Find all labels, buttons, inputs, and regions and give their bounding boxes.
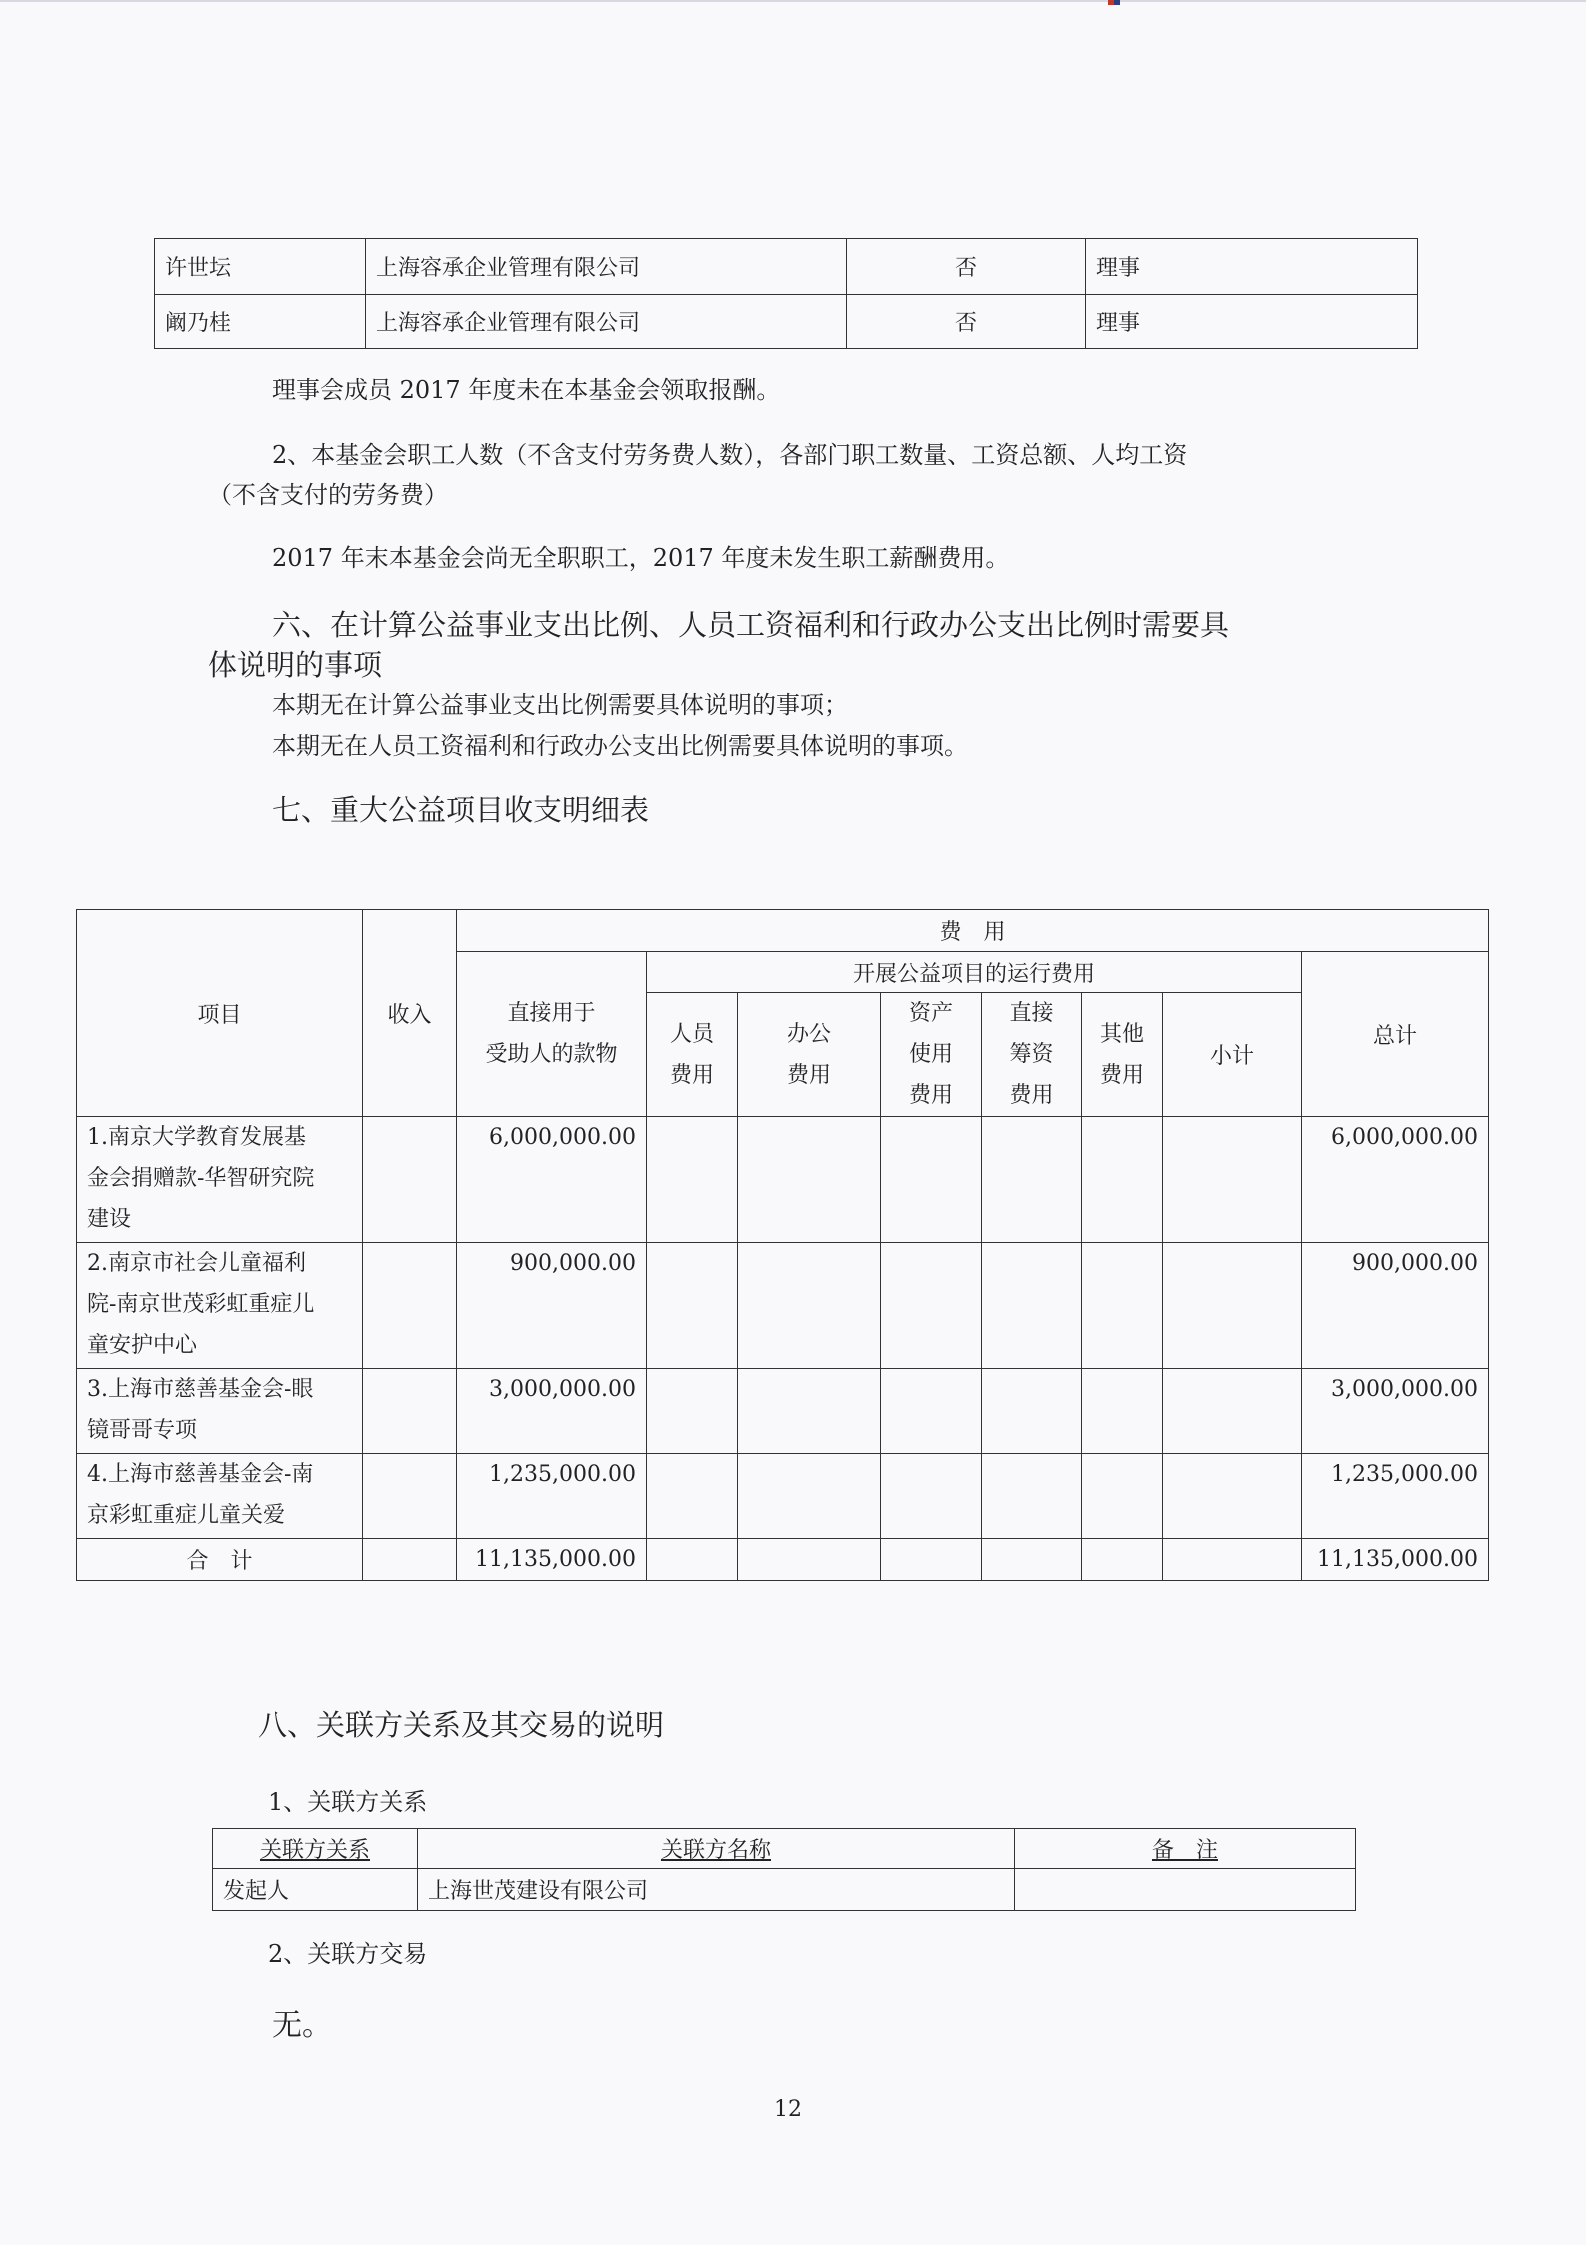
empty-cell: [1163, 1369, 1302, 1454]
table-row: [155, 239, 1418, 295]
paragraph: 本期无在人员工资福利和行政办公支出比例需要具体说明的事项。: [272, 732, 968, 760]
empty-cell: [1163, 1117, 1302, 1243]
scan-color-mark: [1114, 0, 1120, 5]
project-name-line: 金会捐赠款-华智研究院: [87, 1166, 315, 1191]
income-cell: [363, 1243, 457, 1369]
empty-cell: [647, 1454, 738, 1539]
header-line: 资产: [908, 1001, 953, 1026]
empty-cell: [1082, 1454, 1163, 1539]
member-role: 理事: [1086, 295, 1418, 349]
empty-cell: [1082, 1369, 1163, 1454]
project-name-line: 童安护中心: [87, 1333, 198, 1358]
header-relation-text: 关联方关系: [259, 1838, 370, 1863]
empty-cell: [647, 1243, 738, 1369]
project-name-line: 京彩虹重症儿童关爱: [87, 1503, 286, 1528]
project-name-line: 1.南京大学教育发展基: [87, 1125, 306, 1150]
project-name-line: 镜哥哥专项: [87, 1418, 198, 1443]
empty-cell: [982, 1243, 1082, 1369]
empty-cell: [647, 1117, 738, 1243]
empty-cell: [738, 1243, 881, 1369]
total-amount: 3,000,000.00: [1302, 1369, 1489, 1454]
header-line: 其他: [1099, 1021, 1144, 1047]
paragraph: 2017 年末本基金会尚无全职职工，2017 年度未发生职工薪酬费用。: [272, 544, 1010, 572]
header-party-name-text: 关联方名称: [660, 1838, 771, 1863]
direct-amount: 900,000.00: [457, 1243, 647, 1369]
empty-cell: [1163, 1454, 1302, 1539]
income-cell: [363, 1454, 457, 1539]
empty-cell: [647, 1539, 738, 1581]
subsection-heading: 2、关联方交易: [268, 1940, 428, 1968]
relation-cell: 发起人: [213, 1869, 418, 1911]
empty-cell: [1163, 1539, 1302, 1581]
header-party-name: [418, 1829, 1015, 1869]
paragraph: （不含支付的劳务费）: [208, 481, 448, 509]
header-expense: 费 用: [457, 910, 1489, 952]
related-party-table: [212, 1828, 1356, 1911]
direct-amount: 6,000,000.00: [457, 1117, 647, 1243]
header-staff: [647, 993, 738, 1117]
section-heading: 体说明的事项: [208, 648, 383, 682]
empty-cell: [881, 1243, 982, 1369]
sum-total: 11,135,000.00: [1302, 1539, 1489, 1581]
header-other: [1082, 993, 1163, 1117]
empty-cell: [982, 1117, 1082, 1243]
empty-cell: [738, 1539, 881, 1581]
member-flag: 否: [847, 295, 1086, 349]
header-line: 费用: [786, 1062, 831, 1088]
empty-cell: [1082, 1539, 1163, 1581]
header-running-costs: 开展公益项目的运行费用: [647, 952, 1302, 993]
table-sum-row: [77, 1539, 1489, 1581]
total-amount: 900,000.00: [1302, 1243, 1489, 1369]
empty-cell: [1082, 1117, 1163, 1243]
project-name-line: 建设: [87, 1207, 132, 1232]
income-cell: [363, 1369, 457, 1454]
member-role: 理事: [1086, 239, 1418, 295]
header-line: 费用: [1009, 1083, 1054, 1108]
header-total: 总计: [1302, 952, 1489, 1117]
header-line: 办公: [786, 1021, 831, 1047]
header-direct: [457, 952, 647, 1117]
income-cell: [363, 1117, 457, 1243]
header-line: 费用: [908, 1083, 953, 1108]
table-row: [77, 1243, 1489, 1369]
paragraph: 理事会成员 2017 年度未在本基金会领取报酬。: [272, 376, 781, 404]
project-name-line: 院-南京世茂彩虹重症儿: [87, 1292, 315, 1317]
header-direct-line: 受助人的款物: [485, 1042, 618, 1067]
empty-cell: [982, 1539, 1082, 1581]
table-header-row: [77, 910, 1489, 952]
header-subtotal: 小计: [1163, 993, 1302, 1117]
income-cell: [363, 1539, 457, 1581]
table-row: [77, 1454, 1489, 1539]
header-direct-line: 直接用于: [507, 1001, 596, 1026]
member-flag: 否: [847, 239, 1086, 295]
header-line: 人员: [669, 1021, 714, 1047]
total-amount: 1,235,000.00: [1302, 1454, 1489, 1539]
header-line: 直接: [1009, 1001, 1054, 1026]
empty-cell: [738, 1454, 881, 1539]
table-row: [213, 1869, 1356, 1911]
table-row: [77, 1369, 1489, 1454]
scan-top-edge: [0, 0, 1586, 2]
header-line: 筹资: [1009, 1042, 1054, 1067]
table-row: [77, 1117, 1489, 1243]
header-income: 收入: [363, 910, 457, 1117]
header-fundraising: [982, 993, 1082, 1117]
empty-cell: [1082, 1243, 1163, 1369]
header-office: [738, 993, 881, 1117]
empty-cell: [1163, 1243, 1302, 1369]
empty-cell: [881, 1117, 982, 1243]
empty-cell: [881, 1539, 982, 1581]
table-header-row: [213, 1829, 1356, 1869]
direct-amount: 3,000,000.00: [457, 1369, 647, 1454]
member-company: 上海容承企业管理有限公司: [366, 295, 847, 349]
header-line: 费用: [1099, 1062, 1144, 1088]
paragraph: 2、本基金会职工人数（不含支付劳务费人数），各部门职工数量、工资总额、人均工资: [272, 441, 1188, 469]
section-heading: 八、关联方关系及其交易的说明: [258, 1708, 665, 1742]
empty-cell: [738, 1369, 881, 1454]
page-number: 12: [774, 2097, 802, 2122]
project-name-line: 2.南京市社会儿童福利: [87, 1251, 306, 1276]
empty-cell: [738, 1117, 881, 1243]
paragraph: 本期无在计算公益事业支出比例需要具体说明的事项；: [272, 691, 848, 719]
empty-cell: [647, 1369, 738, 1454]
header-relation: [213, 1829, 418, 1869]
header-item: 项目: [77, 910, 363, 1117]
party-name-cell: 上海世茂建设有限公司: [418, 1869, 1015, 1911]
empty-cell: [881, 1369, 982, 1454]
empty-cell: [982, 1369, 1082, 1454]
subsection-heading: 1、关联方关系: [268, 1788, 428, 1816]
member-name: 许世坛: [155, 239, 366, 295]
direct-amount: 1,235,000.00: [457, 1454, 647, 1539]
header-line: 使用: [908, 1042, 953, 1067]
project-name: [77, 1369, 363, 1454]
total-amount: 6,000,000.00: [1302, 1117, 1489, 1243]
paragraph: 无。: [272, 2008, 332, 2043]
header-note-text: 备 注: [1151, 1838, 1218, 1863]
member-name: 阚乃桂: [155, 295, 366, 349]
section-heading: 六、在计算公益事业支出比例、人员工资福利和行政办公支出比例时需要具: [272, 608, 1230, 642]
member-company: 上海容承企业管理有限公司: [366, 239, 847, 295]
sum-label: 合 计: [77, 1539, 363, 1581]
project-name-line: 3.上海市慈善基金会-眼: [87, 1377, 314, 1402]
project-name-line: 4.上海市慈善基金会-南: [87, 1462, 314, 1487]
sum-direct: 11,135,000.00: [457, 1539, 647, 1581]
table-row: [155, 295, 1418, 349]
empty-cell: [982, 1454, 1082, 1539]
note-cell: [1015, 1869, 1356, 1911]
project-expense-table: [76, 909, 1489, 1581]
board-members-table: [154, 238, 1418, 349]
project-name: [77, 1117, 363, 1243]
section-heading: 七、重大公益项目收支明细表: [272, 793, 650, 827]
header-note: [1015, 1829, 1356, 1869]
header-line: 费用: [669, 1062, 714, 1088]
empty-cell: [881, 1454, 982, 1539]
project-name: [77, 1454, 363, 1539]
project-name: [77, 1243, 363, 1369]
header-asset: [881, 993, 982, 1117]
